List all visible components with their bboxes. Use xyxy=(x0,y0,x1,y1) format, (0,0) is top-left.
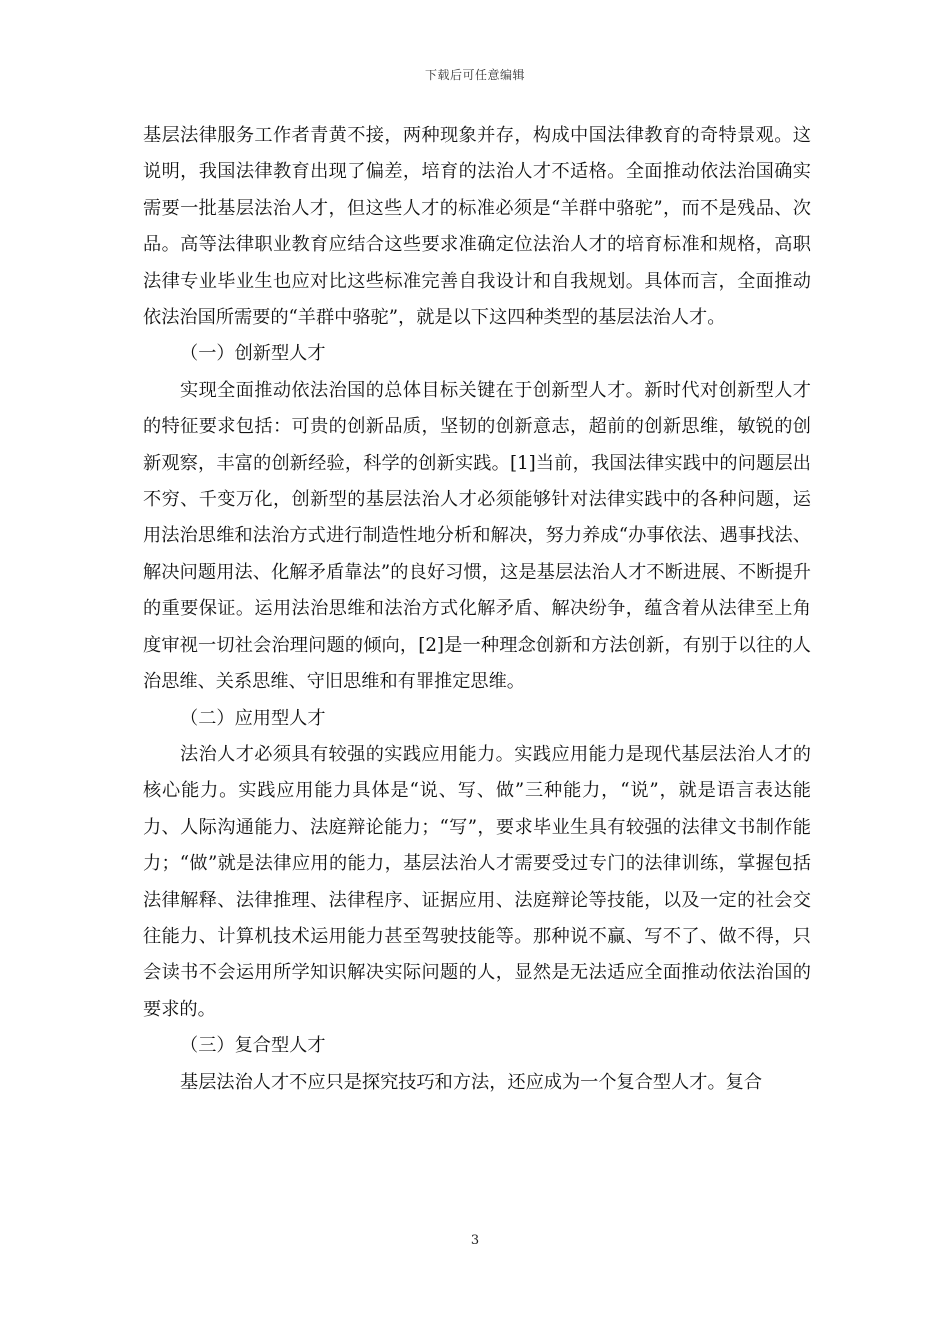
paragraph-innovative: 实现全面推动依法治国的总体目标关键在于创新型人才。新时代对创新型人才的特征要求包括：可贵的创新品质，坚韧的创新意志，超前的创新思维，敏锐的创新观察，丰富的创新经验，科学的创新实践。[1]当前，我国法律实践中的问题层出不穷、千变万化，创新型的基层法治人才必须能够针对法律实践中的各种问题，运用法治思维和法治方式进行制造性地分析和解决，努力养成“办事依法、遇事找法、解决问题用法、化解矛盾靠法”的良好习惯，这是基层法治人才不断进展、不断提升的重要保证。运用法治思维和法治方式化解矛盾、解决纷争，蕴含着从法律至上角度审视一切社会治理问题的倾向，[2]是一种理念创新和方法创新，有别于以往的人治思维、关系思维、守旧思维和有罪推定思维。 xyxy=(143,379,811,693)
section-heading-compound: （三）复合型人才 xyxy=(180,1035,326,1057)
page-header: 下载后可任意编辑 xyxy=(424,68,525,82)
paragraph-compound: 基层法治人才不应只是探究技巧和方法，还应成为一个复合型人才。复合 xyxy=(180,1071,763,1093)
section-heading-innovative: （一）创新型人才 xyxy=(180,343,326,365)
paragraph-applied: 法治人才必须具有较强的实践应用能力。实践应用能力是现代基层法治人才的核心能力。实践应用能力具体是“说、写、做”三种能力，“说”，就是语言表达能力、人际沟通能力、法庭辩论能力；“写”，要求毕业生具有较强的法律文书制作能力；“做”就是法律应用的能力，基层法治人才需要受过专门的法律训练，掌握包括法律解释、法律推理、法律程序、证据应用、法庭辩论等技能，以及一定的社会交往能力、计算机技术运用能力甚至驾驶技能等。那种说不赢、写不了、做不得，只会读书不会运用所学知识解决实际问题的人，显然是无法适应全面推动依法治国的要求的。 xyxy=(143,743,811,1020)
paragraph-intro: 基层法律服务工作者青黄不接，两种现象并存，构成中国法律教育的奇特景观。这说明，我国法律教育出现了偏差，培育的法治人才不适格。全面推动依法治国确实需要一批基层法治人才，但这些人才的标准必须是“羊群中骆驼”，而不是残品、次品。高等法律职业教育应结合这些要求准确定位法治人才的培育标准和规格，高职法律专业毕业生也应对比这些标准完善自我设计和自我规划。具体而言，全面推动依法治国所需要的“羊群中骆驼”，就是以下这四种类型的基层法治人才。 xyxy=(143,125,811,329)
document-body xyxy=(143,118,811,1101)
section-heading-applied: （二）应用型人才 xyxy=(180,707,326,729)
page-number: 3 xyxy=(470,1233,480,1248)
